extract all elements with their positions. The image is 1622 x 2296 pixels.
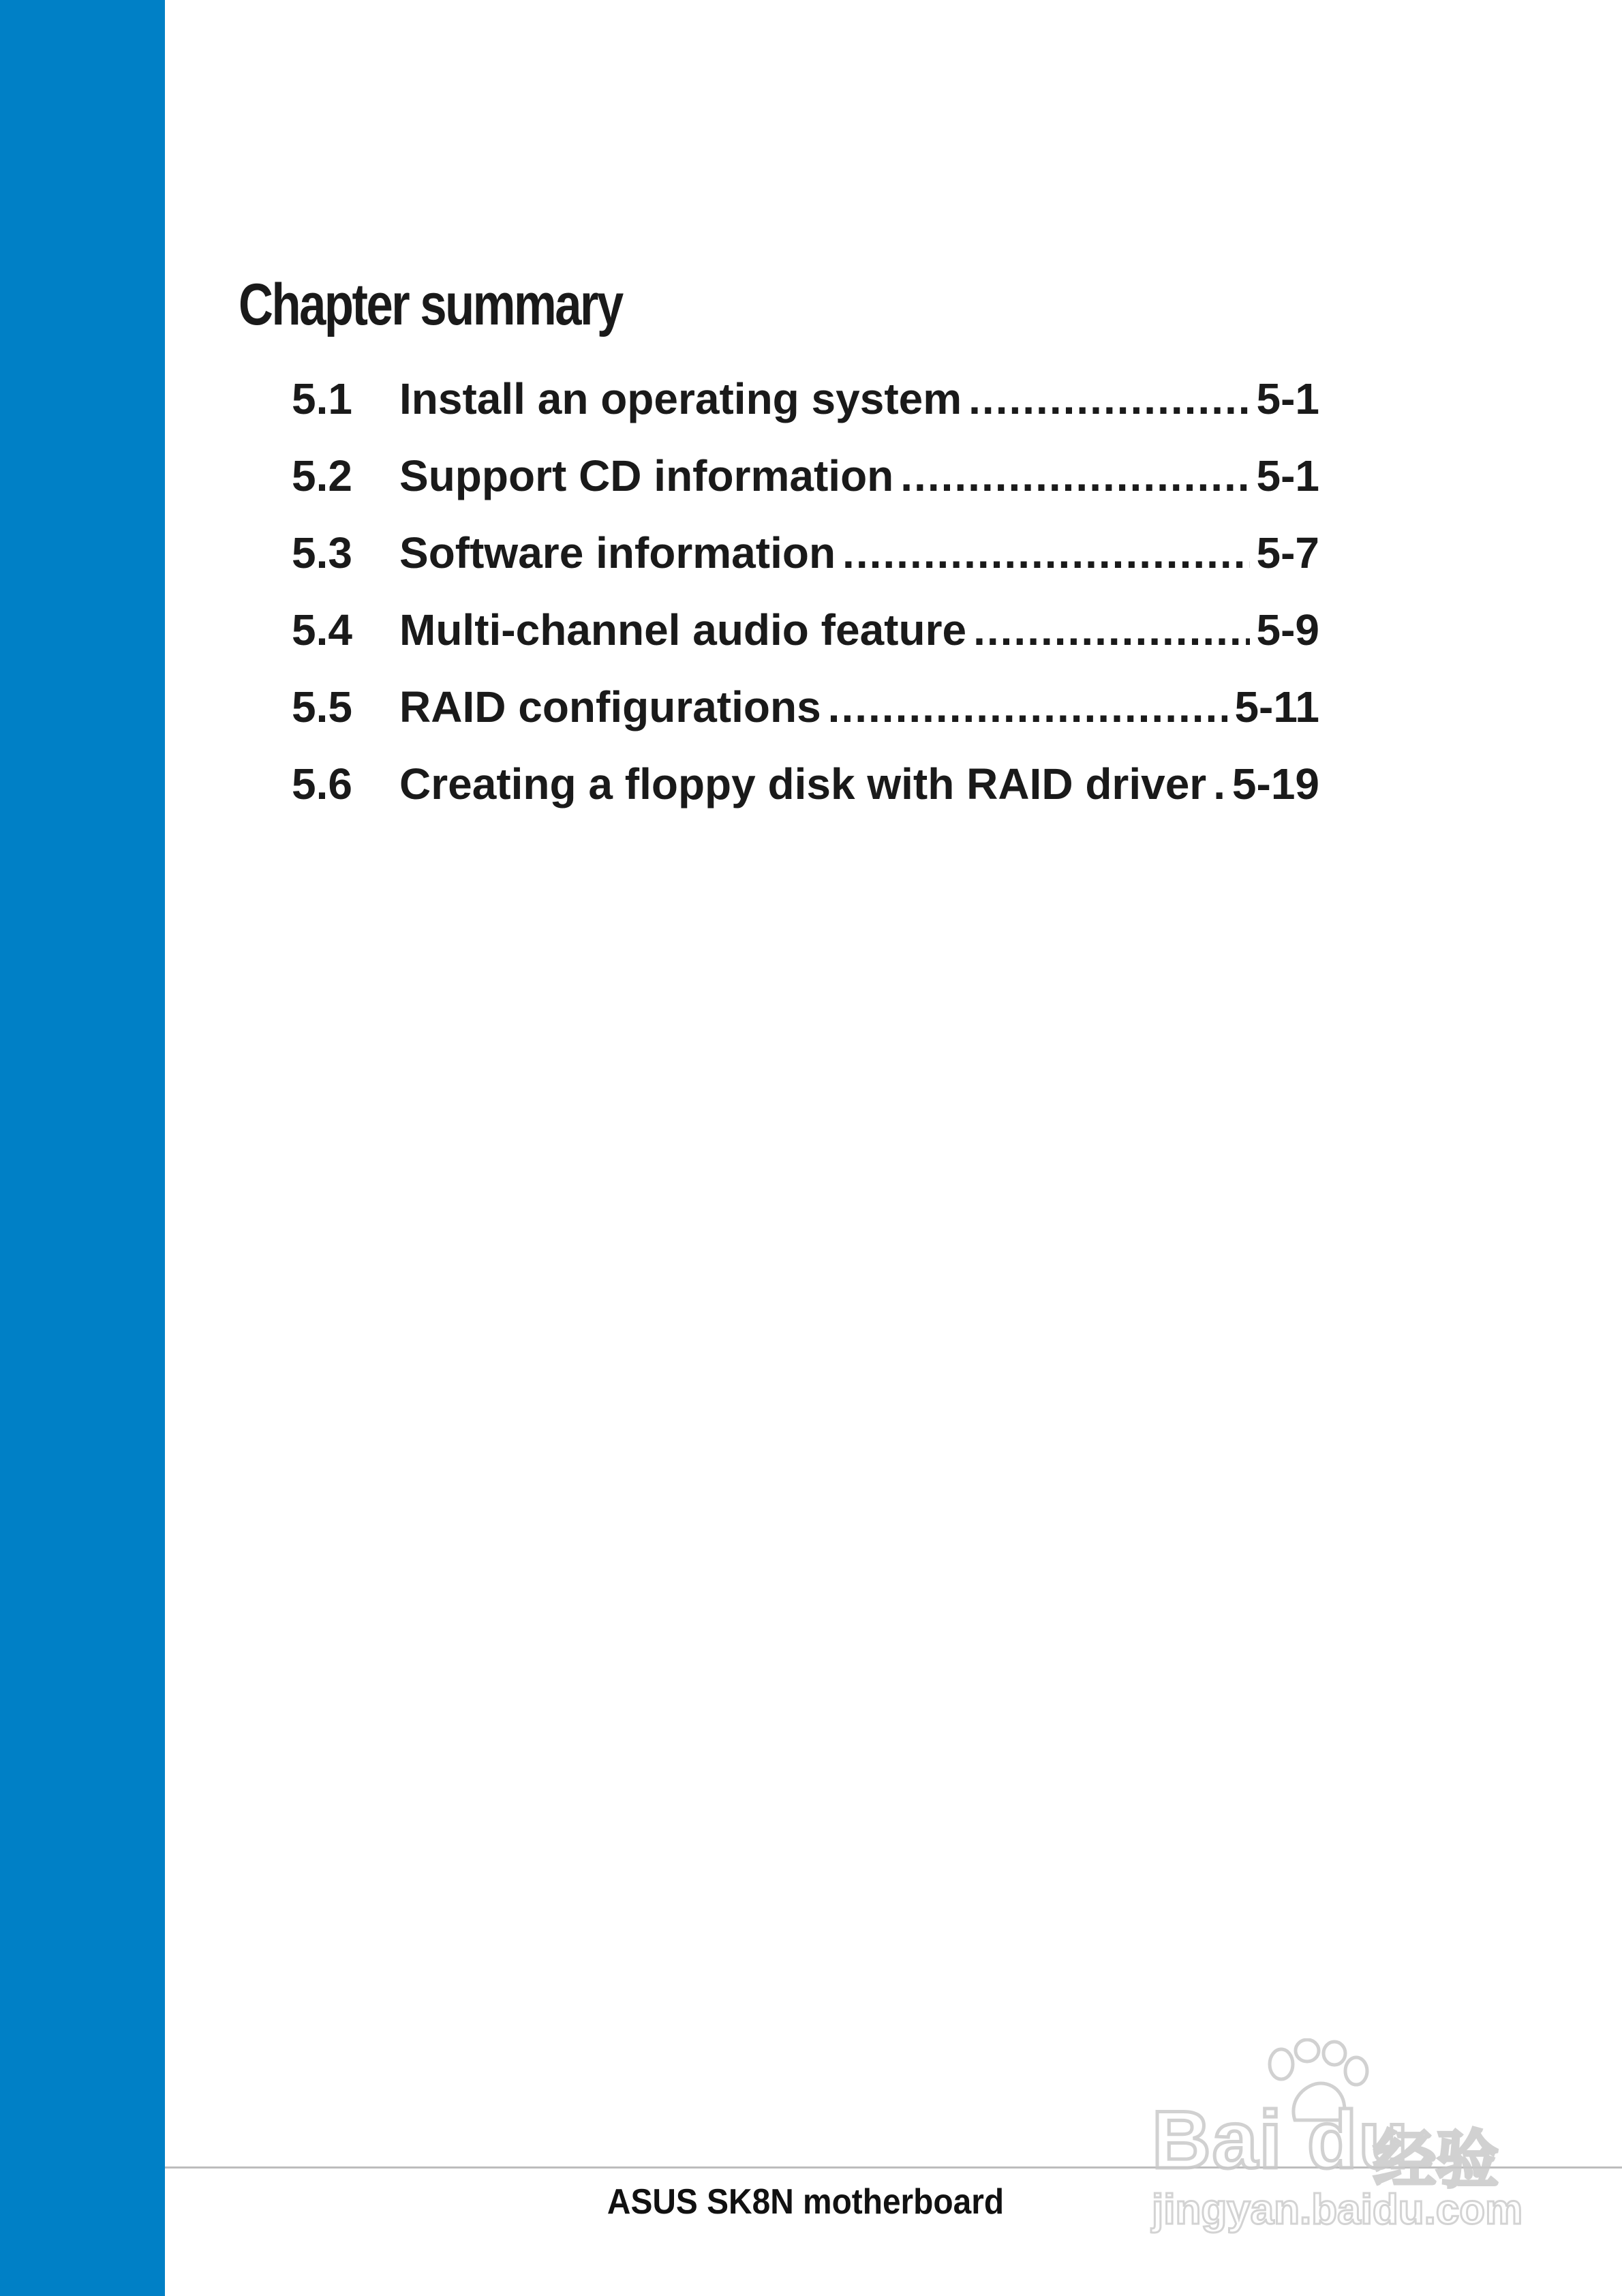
toc-section-number: 5.4	[292, 605, 352, 654]
toc-entry[interactable]	[292, 451, 1319, 528]
side-color-bar	[0, 0, 165, 2296]
toc-page-number: 5-1	[1256, 374, 1319, 423]
toc-section-title: Multi-channel audio feature	[399, 605, 967, 654]
baidu-watermark	[1152, 2038, 1533, 2243]
toc-dot-leader	[842, 528, 1249, 578]
toc-section-title: Software information	[399, 528, 836, 577]
footer-product-name: ASUS SK8N motherboard	[607, 2182, 1005, 2222]
toc-dot-leader	[900, 451, 1249, 501]
chapter-title: Chapter summary	[239, 272, 622, 337]
toc-page-number: 5-11	[1234, 682, 1319, 731]
toc-entry[interactable]	[292, 374, 1319, 451]
toc-section-title: Support CD information	[399, 451, 894, 500]
toc-page-number: 5-9	[1256, 605, 1319, 654]
toc-page-number: 5-7	[1256, 528, 1319, 577]
watermark-brand-cn: 经验	[1373, 2126, 1499, 2195]
toc-dot-leader	[968, 374, 1249, 424]
table-of-contents	[292, 374, 1319, 836]
toc-entry[interactable]	[292, 605, 1319, 682]
toc-entry[interactable]	[292, 759, 1319, 836]
toc-entry[interactable]	[292, 528, 1319, 605]
toc-section-number: 5.1	[292, 374, 352, 423]
toc-section-number: 5.2	[292, 451, 352, 500]
toc-page-number: 5-19	[1231, 759, 1319, 809]
toc-section-number: 5.6	[292, 759, 352, 809]
toc-section-title: Install an operating system	[399, 374, 962, 423]
toc-page-number: 5-1	[1256, 451, 1319, 500]
watermark-brand: Bai du	[1152, 2094, 1410, 2186]
watermark-url: jingyan.baidu.com	[1152, 2186, 1523, 2233]
toc-section-number: 5.5	[292, 682, 352, 731]
toc-entry[interactable]	[292, 682, 1319, 759]
toc-section-title: Creating a floppy disk with RAID driver	[399, 759, 1207, 809]
toc-section-title: RAID configurations	[399, 682, 821, 731]
toc-section-number: 5.3	[292, 528, 352, 577]
toc-dot-leader	[1213, 759, 1225, 809]
toc-dot-leader	[828, 682, 1228, 732]
toc-dot-leader	[973, 605, 1249, 655]
